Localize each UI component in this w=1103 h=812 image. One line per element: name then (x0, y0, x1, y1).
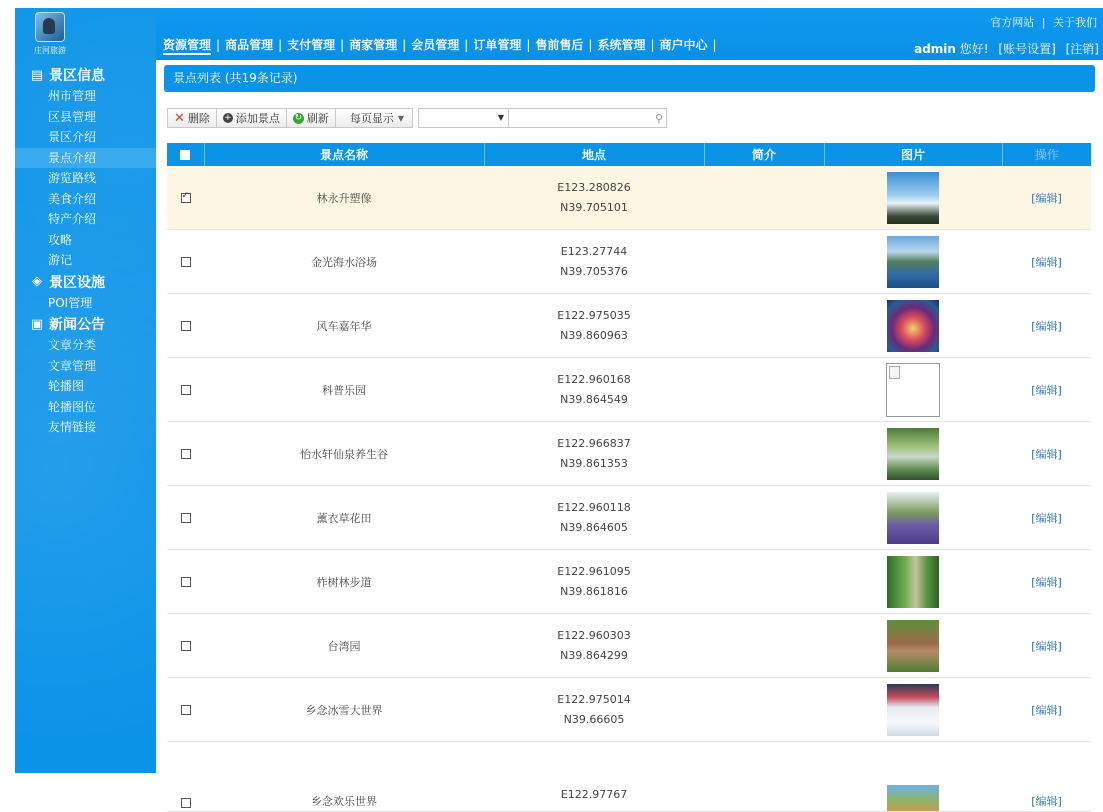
spot-name: 风车嘉年华 (204, 294, 484, 358)
delete-label: 删除 (187, 112, 210, 125)
table-row[interactable] (167, 422, 1091, 486)
chevron-down-icon: ▼ (497, 113, 505, 122)
logo[interactable] (32, 12, 68, 62)
nav-resource[interactable]: 资源管理 (163, 38, 211, 55)
spot-name: 怡水轩仙泉养生谷 (204, 422, 484, 486)
sidebar (15, 8, 156, 773)
greeting: 您好! (959, 42, 989, 56)
latitude: N39.864549 (560, 392, 628, 406)
longitude: E122.966837 (557, 436, 631, 450)
latitude: N39.705101 (560, 200, 628, 214)
table-row[interactable] (167, 166, 1091, 230)
spot-image (887, 428, 939, 480)
nav-goods[interactable]: 商品管理 (225, 38, 274, 52)
spot-table (167, 143, 1091, 812)
sidebar-item-friend-links[interactable]: 友情链接 (48, 420, 97, 434)
separator: | (340, 38, 345, 52)
logo-text: 庄河旅游 (34, 46, 66, 55)
table-row[interactable] (167, 550, 1091, 614)
spot-image (887, 492, 939, 544)
longitude: E122.975014 (557, 692, 631, 706)
longitude: E122.97767 (560, 788, 628, 801)
spot-image (887, 556, 939, 608)
row-checkbox[interactable] (181, 513, 191, 523)
sidebar-group-facilities[interactable] (15, 271, 156, 293)
row-checkbox[interactable] (181, 798, 191, 808)
spot-image (887, 172, 939, 224)
spot-intro (704, 486, 824, 550)
table-row[interactable] (167, 614, 1091, 678)
spot-image (887, 620, 939, 672)
edit-link[interactable]: [编辑] (1031, 703, 1062, 717)
row-checkbox[interactable] (181, 449, 191, 459)
longitude: E122.960118 (557, 500, 631, 514)
spot-image (887, 684, 939, 736)
spot-name: 薰衣草花田 (204, 486, 484, 550)
nav-member[interactable]: 会员管理 (411, 38, 460, 52)
table-row[interactable] (167, 294, 1091, 358)
spot-name: 科普乐园 (204, 358, 484, 422)
col-actions-header: 操作 (1002, 143, 1091, 166)
spot-intro (704, 166, 824, 230)
sidebar-item-guide[interactable]: 攻略 (48, 232, 73, 247)
delete-icon: ✕ (174, 110, 185, 126)
sidebar-item-route[interactable]: 游览路线 (48, 171, 97, 185)
side-menu (15, 64, 156, 438)
edit-link[interactable]: [编辑] (1031, 319, 1062, 333)
separator: | (1041, 16, 1046, 29)
edit-link[interactable]: [编辑] (1031, 255, 1062, 269)
username: admin (914, 42, 956, 56)
logout-link[interactable]: [注销] (1065, 42, 1099, 56)
sidebar-group-label: 景区设施 (49, 274, 105, 291)
separator: | (650, 38, 655, 52)
spot-intro (704, 294, 824, 358)
main-nav (163, 36, 722, 53)
edit-link[interactable]: [编辑] (1031, 447, 1062, 461)
sidebar-item-poi[interactable]: POI管理 (48, 295, 93, 310)
row-checkbox[interactable] (181, 705, 191, 715)
latitude: N39.864605 (560, 520, 628, 534)
spot-image (887, 785, 939, 811)
separator: | (526, 38, 531, 52)
select-all-cell (167, 143, 204, 166)
about-link[interactable]: 关于我们 (1053, 16, 1097, 29)
search-icon[interactable]: ⚲ (655, 111, 664, 125)
sidebar-item-scenic-spot[interactable]: 景点介绍 (15, 148, 156, 169)
table-row[interactable] (167, 358, 1091, 422)
nav-payment[interactable]: 支付管理 (287, 38, 336, 52)
longitude: E122.961095 (557, 564, 631, 578)
spot-name: 金光海水浴场 (204, 230, 484, 294)
latitude: N39.864299 (560, 648, 628, 662)
broken-image-icon (886, 363, 940, 417)
spot-intro (704, 678, 824, 742)
edit-link[interactable]: [编辑] (1031, 383, 1062, 397)
sidebar-item-article[interactable]: 文章管理 (48, 358, 97, 373)
user-area (914, 40, 1099, 57)
add-spot-button[interactable] (217, 108, 287, 128)
spot-location (484, 422, 704, 486)
separator: | (278, 38, 283, 52)
logo-icon (35, 12, 65, 42)
longitude: E122.975035 (557, 308, 631, 322)
spot-intro (704, 742, 824, 812)
sidebar-item-travelogue[interactable]: 游记 (48, 253, 73, 267)
search-input[interactable] (509, 109, 652, 127)
sidebar-item-city[interactable]: 州市管理 (48, 89, 97, 103)
spot-location (484, 678, 704, 742)
nav-merchant[interactable]: 商家管理 (349, 38, 398, 52)
separator: | (216, 38, 221, 52)
sidebar-item-scenic-area[interactable]: 景区介绍 (48, 130, 97, 144)
sidebar-item-carousel[interactable]: 轮播图 (48, 379, 85, 393)
edit-link[interactable]: [编辑] (1031, 575, 1062, 589)
nav-merchant-center[interactable]: 商户中心 (659, 38, 708, 52)
sidebar-group-news[interactable] (15, 313, 156, 335)
edit-link[interactable]: [编辑] (1031, 511, 1062, 525)
separator: | (588, 38, 593, 52)
official-site-link[interactable]: 官方网站 (990, 16, 1035, 29)
longitude: E123.280826 (557, 180, 631, 194)
row-checkbox[interactable] (181, 577, 191, 587)
col-location-header: 地点 (484, 143, 704, 166)
spot-name: 乡念欢乐世界 (204, 742, 484, 812)
sidebar-item-specialty[interactable]: 特产介绍 (48, 212, 97, 226)
separator: | (464, 38, 469, 52)
longitude: E123.27744 (560, 244, 628, 258)
sidebar-item-carousel-slot[interactable]: 轮播图位 (48, 399, 97, 414)
spot-name: 柞树林步道 (204, 550, 484, 614)
latitude: N39.66605 (563, 712, 625, 726)
plus-icon: + (224, 113, 232, 123)
per-page-dropdown[interactable] (336, 108, 413, 128)
edit-link[interactable]: [编辑] (1031, 795, 1062, 808)
row-checkbox[interactable] (181, 385, 191, 395)
layers-icon: ◈ (32, 274, 42, 289)
refresh-icon: ↻ (294, 112, 303, 123)
col-intro-header: 简介 (704, 143, 824, 166)
sidebar-item-county[interactable]: 区县管理 (48, 109, 97, 124)
table-row[interactable] (167, 742, 1091, 812)
sidebar-item-article-category[interactable]: 文章分类 (48, 338, 97, 352)
page-title: 景点列表 (共19条记录) (164, 65, 1095, 92)
latitude: N39.861353 (560, 456, 628, 470)
delete-button[interactable] (167, 108, 217, 128)
table-row[interactable] (167, 678, 1091, 742)
gift-icon: ▣ (30, 316, 44, 332)
top-links (990, 14, 1097, 30)
info-icon: ▤ (30, 67, 44, 83)
sidebar-group-label: 景区信息 (49, 68, 105, 84)
spot-location (484, 550, 704, 614)
row-checkbox[interactable] (181, 193, 191, 203)
spot-location (484, 486, 704, 550)
search-box (418, 108, 667, 128)
separator: | (402, 38, 407, 52)
per-page-label: 每页显示 (349, 112, 394, 125)
spot-location (484, 294, 704, 358)
spot-intro (704, 230, 824, 294)
nav-order[interactable]: 订单管理 (473, 38, 522, 52)
chevron-down-icon: ▼ (397, 113, 405, 123)
select-all-checkbox[interactable] (180, 150, 190, 160)
spot-intro (704, 422, 824, 486)
spot-name: 台湾园 (204, 614, 484, 678)
row-checkbox[interactable] (181, 641, 191, 651)
nav-system[interactable]: 系统管理 (597, 38, 646, 52)
top-bar (156, 8, 1103, 60)
toolbar (167, 107, 667, 129)
table-row[interactable] (167, 230, 1091, 294)
spot-location (484, 358, 704, 422)
longitude: E122.960303 (557, 628, 631, 642)
refresh-label: 刷新 (306, 112, 329, 125)
spot-location (484, 614, 704, 678)
spot-name: 林永升塑像 (204, 166, 484, 230)
row-checkbox[interactable] (181, 257, 191, 267)
longitude: E122.960168 (557, 372, 631, 386)
spot-location (484, 166, 704, 230)
col-image-header: 图片 (824, 143, 1002, 166)
edit-link[interactable]: [编辑] (1031, 639, 1062, 653)
nav-after-sales[interactable]: 售前售后 (535, 38, 584, 52)
latitude: N39.861816 (560, 584, 628, 598)
latitude: N39.705376 (560, 264, 628, 278)
sidebar-group-label: 新闻公告 (49, 317, 105, 333)
sidebar-item-food[interactable]: 美食介绍 (48, 191, 97, 206)
account-settings-link[interactable]: [账号设置] (998, 42, 1056, 56)
table-header (167, 143, 1091, 166)
edit-link[interactable]: [编辑] (1031, 191, 1062, 205)
table-row[interactable] (167, 486, 1091, 550)
add-label: 添加景点 (235, 112, 280, 125)
col-name-header: 景点名称 (204, 143, 484, 166)
latitude: N39.860963 (560, 328, 628, 342)
spot-intro (704, 614, 824, 678)
refresh-button[interactable] (287, 108, 336, 128)
sidebar-group-scenic-info[interactable] (15, 64, 156, 86)
spot-image (887, 300, 939, 352)
spot-location (484, 742, 704, 812)
search-field-select[interactable] (419, 109, 509, 127)
spot-intro (704, 550, 824, 614)
separator: | (712, 38, 717, 52)
spot-location (484, 230, 704, 294)
row-checkbox[interactable] (181, 321, 191, 331)
spot-intro (704, 358, 824, 422)
spot-image (887, 236, 939, 288)
spot-name: 乡念冰雪大世界 (204, 678, 484, 742)
